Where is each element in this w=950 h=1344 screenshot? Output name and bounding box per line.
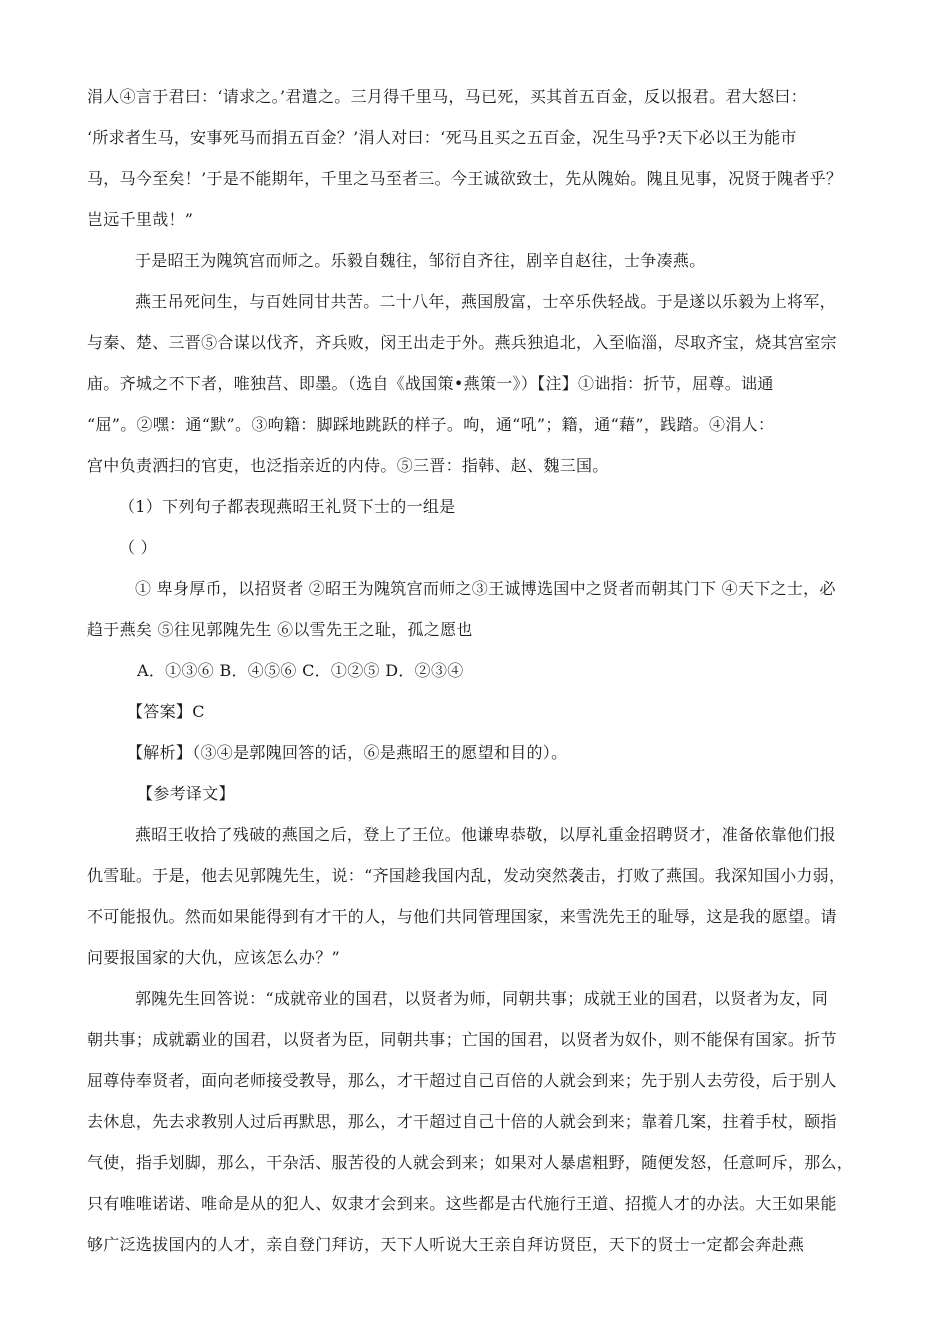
- option-sentences-line: ① 卑身厚币，以招贤者 ②昭王为隗筑宫而师之③王诚博选国中之贤者而朝其门下 ④天下之士，必: [135, 579, 836, 598]
- text-line: 够广泛选拔国内的人才，亲自登门拜访，天下人听说大王亲自拜访贤臣，天下的贤士一定都会奔赴燕: [87, 1235, 805, 1254]
- paragraph-start-line: 于是昭王为隗筑宫而师之。乐毅自魏往，邹衍自齐往，剧辛自赵往，士争凑燕。: [135, 251, 706, 270]
- paragraph-start-line: 燕王吊死问生，与百姓同甘共苦。二十八年，燕国殷富，士卒乐佚轻战。于是遂以乐毅为上将军，: [135, 292, 836, 311]
- text-line: 问要报国家的大仇，应该怎么办？”: [87, 948, 340, 967]
- question-line: （1）下列句子都表现燕昭王礼贤下士的一组是: [119, 497, 456, 516]
- analysis-line: 【解析】（③④是郭隗回答的话，⑥是燕昭王的愿望和目的）。: [127, 743, 568, 762]
- text-line: 不可能报仇。然而如果能得到有才干的人，与他们共同管理国家，来雪洗先王的耻辱，这是我的愿望。请: [87, 907, 837, 926]
- text-line: 气使，指手划脚，那么，干杂活、服苦役的人就会到来；如果对人暴虐粗野，随便发怒，任意呵斥，那么，: [87, 1153, 854, 1172]
- paragraph-start-line: 燕昭王收拾了残破的燕国之后，登上了王位。他谦卑恭敬，以厚礼重金招聘贤才，准备依靠他们报: [135, 825, 836, 844]
- text-line: 庙。齐城之不下者，唯独莒、即墨。（选自《战国策•燕策一》）【注】①诎指：折节，屈尊。诎通: [87, 374, 774, 393]
- document-body: [87, 76, 867, 1265]
- text-line: 涓人④言于君曰：‘请求之。’君遣之。三月得千里马，马已死，买其首五百金，反以报君。君大怒曰：: [87, 87, 807, 106]
- text-line: 马，马今至矣！’于是不能期年，千里之马至者三。今王诚欲致士，先从隗始。隗且见事，况贤于隗者乎？: [87, 169, 843, 188]
- translation-heading: 【参考译文】: [137, 784, 235, 803]
- text-line: 与秦、楚、三晋⑤合谋以伐齐，齐兵败，闵王出走于外。燕兵独追北，入至临淄，尽取齐宝，烧其宫室宗: [87, 333, 837, 352]
- text-line: 去休息，先去求教别人过后再默思，那么，才干超过自己十倍的人就会到来；靠着几案，拄着手杖，颐指: [87, 1112, 837, 1131]
- choice-options: A．①③⑥ B．④⑤⑥ C．①②⑤ D．②③④: [137, 661, 464, 680]
- text-line: 屈尊侍奉贤者，面向老师接受教导，那么，才干超过自己百倍的人就会到来；先于别人去劳役，后于别人: [87, 1071, 837, 1090]
- text-line: 只有唯唯诺诺、唯命是从的犯人、奴隶才会到来。这些都是古代施行王道、招揽人才的办法。大王如果能: [87, 1194, 837, 1213]
- text-line: 朝共事；成就霸业的国君，以贤者为臣，同朝共事；亡国的国君，以贤者为奴仆，则不能保有国家。折节: [87, 1030, 837, 1049]
- paragraph-start-line: 郭隗先生回答说：“成就帝业的国君，以贤者为师，同朝共事；成就王业的国君，以贤者为友，同: [135, 989, 829, 1008]
- text-line: 仇雪耻。于是，他去见郭隗先生，说：“齐国趁我国内乱，发动突然袭击，打败了燕国。我深知国小力弱，: [87, 866, 846, 885]
- text-line: 宫中负责洒扫的官吏，也泛指亲近的内侍。⑤三晋：指韩、赵、魏三国。: [87, 456, 609, 475]
- answer-line: 【答案】C: [127, 702, 205, 721]
- text-line: ‘所求者生马，安事死马而捐五百金？’涓人对曰：‘死马且买之五百金，况生马乎?天下必以王为能市: [87, 128, 797, 147]
- text-line: 岂远千里哉！”: [87, 210, 194, 229]
- text-line: “屈”。②嘿：通“默”。③呴籍：脚踩地跳跃的样子。呴，通“吼”；籍，通“藉”，践踏。④涓人：: [87, 415, 775, 434]
- text-line: 趋于燕矣 ⑤往见郭隗先生 ⑥以雪先王之耻，孤之愿也: [87, 620, 473, 639]
- answer-blank: （ ）: [119, 538, 157, 557]
